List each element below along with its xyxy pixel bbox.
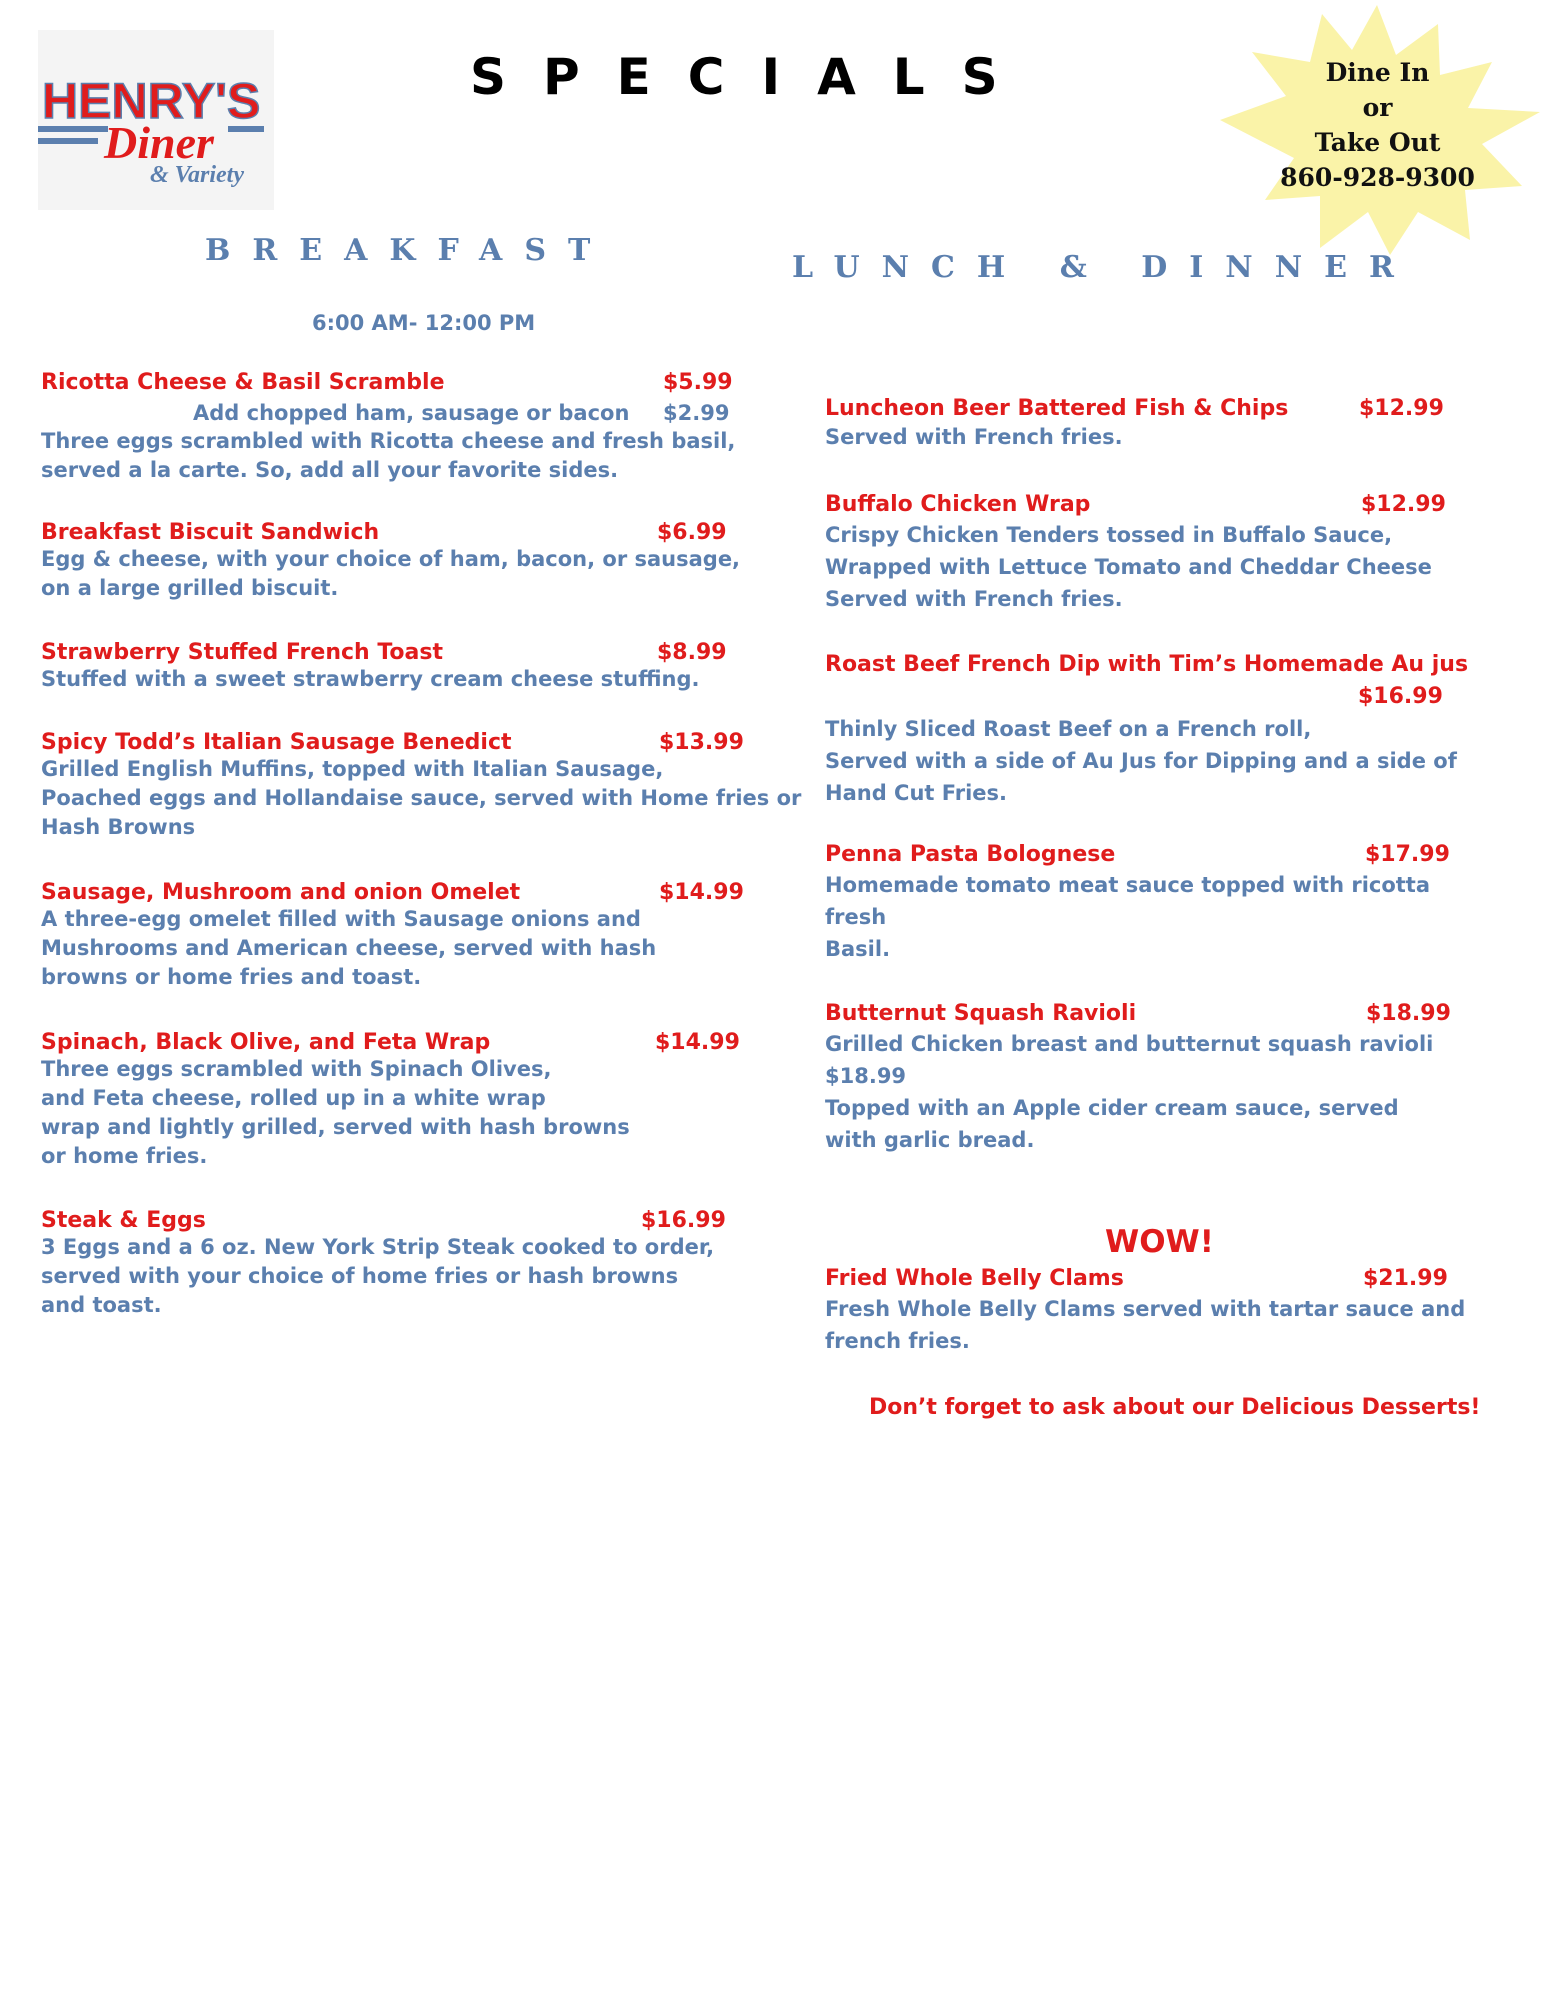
menu-item xyxy=(41,1030,740,1171)
item-description xyxy=(41,755,801,842)
item-price: $21.99 xyxy=(1363,1266,1448,1291)
item-price: $12.99 xyxy=(1359,396,1444,421)
desc-line: french fries. xyxy=(825,1329,970,1353)
item-price: $8.99 xyxy=(657,640,727,665)
dine-in-badge xyxy=(1210,0,1545,260)
menu-item xyxy=(825,842,1450,965)
item-addon-price: $2.99 xyxy=(663,401,730,425)
desc-line: Topped with an Apple cider cream sauce, served xyxy=(825,1096,1399,1120)
item-description xyxy=(41,665,700,694)
menu-item xyxy=(41,370,735,485)
desc-line: Three eggs scrambled with Ricotta cheese and fresh basil, xyxy=(41,429,736,453)
desc-line: Hash Browns xyxy=(41,815,196,839)
desc-line: served a la carte. So, add all your favorite sides. xyxy=(41,458,619,482)
featured-menu-item xyxy=(825,1266,1465,1357)
desc-line: on a large grilled biscuit. xyxy=(41,576,339,600)
item-description xyxy=(825,423,1288,452)
item-name: Breakfast Biscuit Sandwich xyxy=(41,520,380,545)
wow-label: WOW! xyxy=(1105,1224,1214,1260)
desc-line: Crispy Chicken Tenders tossed in Buffalo Sauce, xyxy=(825,523,1393,547)
desc-line: Mushrooms and American cheese, served with hash xyxy=(41,936,657,960)
item-description xyxy=(825,1293,1465,1357)
item-description xyxy=(41,1233,714,1320)
item-addon: Add chopped ham, sausage or bacon xyxy=(193,401,630,425)
badge-line-or: or xyxy=(1362,93,1393,122)
item-name: Buffalo Chicken Wrap xyxy=(825,492,1091,517)
item-name: Ricotta Cheese & Basil Scramble xyxy=(41,370,445,395)
item-description xyxy=(825,869,1430,965)
item-description xyxy=(825,519,1432,615)
desc-line: served with your choice of home fries or hash browns xyxy=(41,1264,679,1288)
item-name: Spinach, Black Olive, and Feta Wrap xyxy=(41,1030,491,1055)
badge-text xyxy=(1210,55,1545,195)
item-price: $12.99 xyxy=(1361,492,1446,517)
svg-text:Diner: Diner xyxy=(104,117,214,168)
desc-line: A three-egg omelet filled with Sausage onions and xyxy=(41,907,641,931)
desc-line: Served with French fries. xyxy=(825,587,1123,611)
item-name: Butternut Squash Ravioli xyxy=(825,1001,1137,1026)
menu-item xyxy=(41,730,801,842)
menu-item xyxy=(825,396,1444,452)
badge-line-dine-in: Dine In xyxy=(1325,58,1430,87)
henrys-diner-logo xyxy=(38,30,274,210)
page-title: SPECIALS xyxy=(470,48,1035,106)
item-price: $17.99 xyxy=(1365,842,1450,867)
menu-item xyxy=(825,1001,1451,1156)
item-description xyxy=(825,1028,1433,1156)
menu-item xyxy=(41,520,740,603)
item-price: $18.99 xyxy=(1366,1001,1451,1026)
item-name: Sausage, Mushroom and onion Omelet xyxy=(41,880,521,905)
item-price: $14.99 xyxy=(659,880,744,905)
item-price: $13.99 xyxy=(659,730,744,755)
desc-line: Served with a side of Au Jus for Dipping and a side of xyxy=(825,749,1457,773)
dessert-note: Don’t forget to ask about our Delicious Desserts! xyxy=(869,1395,1481,1420)
desc-line: Egg & cheese, with your choice of ham, bacon, or sausage, xyxy=(41,547,741,571)
desc-line: Served with French fries. xyxy=(825,425,1123,449)
desc-line: and toast. xyxy=(41,1293,162,1317)
desc-line: wrap and lightly grilled, served with hash browns xyxy=(41,1115,630,1139)
item-description xyxy=(825,713,1468,809)
item-description xyxy=(41,545,740,603)
item-price: $5.99 xyxy=(663,370,733,395)
item-name: Roast Beef French Dip with Tim’s Homemade Au jus xyxy=(825,652,1469,677)
desc-line: Thinly Sliced Roast Beef on a French roll, xyxy=(825,717,1312,741)
breakfast-hours: 6:00 AM- 12:00 PM xyxy=(312,311,536,335)
breakfast-heading: BREAKFAST xyxy=(205,233,613,268)
desc-line: fresh xyxy=(825,905,887,929)
item-price: $16.99 xyxy=(641,1208,726,1233)
svg-text:& Variety: & Variety xyxy=(150,162,244,188)
desc-line: browns or home fries and toast. xyxy=(41,965,422,989)
desc-line: Stuffed with a sweet strawberry cream cheese stuffing. xyxy=(41,667,700,691)
badge-phone: 860-928-9300 xyxy=(1280,163,1475,192)
desc-line: Three eggs scrambled with Spinach Olives, xyxy=(41,1057,552,1081)
desc-line: Hand Cut Fries. xyxy=(825,781,1008,805)
menu-item xyxy=(825,492,1446,615)
item-name: Spicy Todd’s Italian Sausage Benedict xyxy=(41,730,512,755)
menu-item xyxy=(41,880,744,992)
logo-graphic xyxy=(38,30,274,210)
desc-line: Grilled Chicken breast and butternut squash ravioli xyxy=(825,1032,1434,1056)
desc-line: Grilled English Muffins, topped with Italian Sausage, xyxy=(41,757,664,781)
desc-line: with garlic bread. xyxy=(825,1128,1035,1152)
item-description xyxy=(41,1055,630,1171)
badge-line-take-out: Take Out xyxy=(1314,128,1441,157)
item-name: Steak & Eggs xyxy=(41,1208,206,1233)
item-price: $14.99 xyxy=(655,1030,740,1055)
item-price: $16.99 xyxy=(1358,684,1443,709)
desc-line: Homemade tomato meat sauce topped with ricotta xyxy=(825,873,1431,897)
desc-line: Wrapped with Lettuce Tomato and Cheddar Cheese xyxy=(825,555,1432,579)
desc-line: 3 Eggs and a 6 oz. New York Strip Steak cooked to order, xyxy=(41,1235,715,1259)
svg-text:HENRY'S: HENRY'S xyxy=(42,73,261,129)
item-description xyxy=(41,427,735,485)
item-name: Fried Whole Belly Clams xyxy=(825,1266,1124,1291)
item-name: Penna Pasta Bolognese xyxy=(825,842,1116,867)
item-description xyxy=(41,905,656,992)
lunch-dinner-heading: LUNCH & DINNER xyxy=(792,250,1416,285)
item-name: Luncheon Beer Battered Fish & Chips xyxy=(825,396,1289,421)
item-name: Strawberry Stuffed French Toast xyxy=(41,640,443,665)
desc-line: Basil. xyxy=(825,937,891,961)
item-price: $6.99 xyxy=(657,520,727,545)
desc-line: $18.99 xyxy=(825,1064,907,1088)
menu-item xyxy=(825,652,1468,809)
desc-line: or home fries. xyxy=(41,1144,208,1168)
desc-line: Fresh Whole Belly Clams served with tartar sauce and xyxy=(825,1297,1466,1321)
desc-line: and Feta cheese, rolled up in a white wrap xyxy=(41,1086,546,1110)
menu-item xyxy=(41,1208,726,1320)
menu-item xyxy=(41,640,727,694)
desc-line: Poached eggs and Hollandaise sauce, served with Home fries or xyxy=(41,786,802,810)
